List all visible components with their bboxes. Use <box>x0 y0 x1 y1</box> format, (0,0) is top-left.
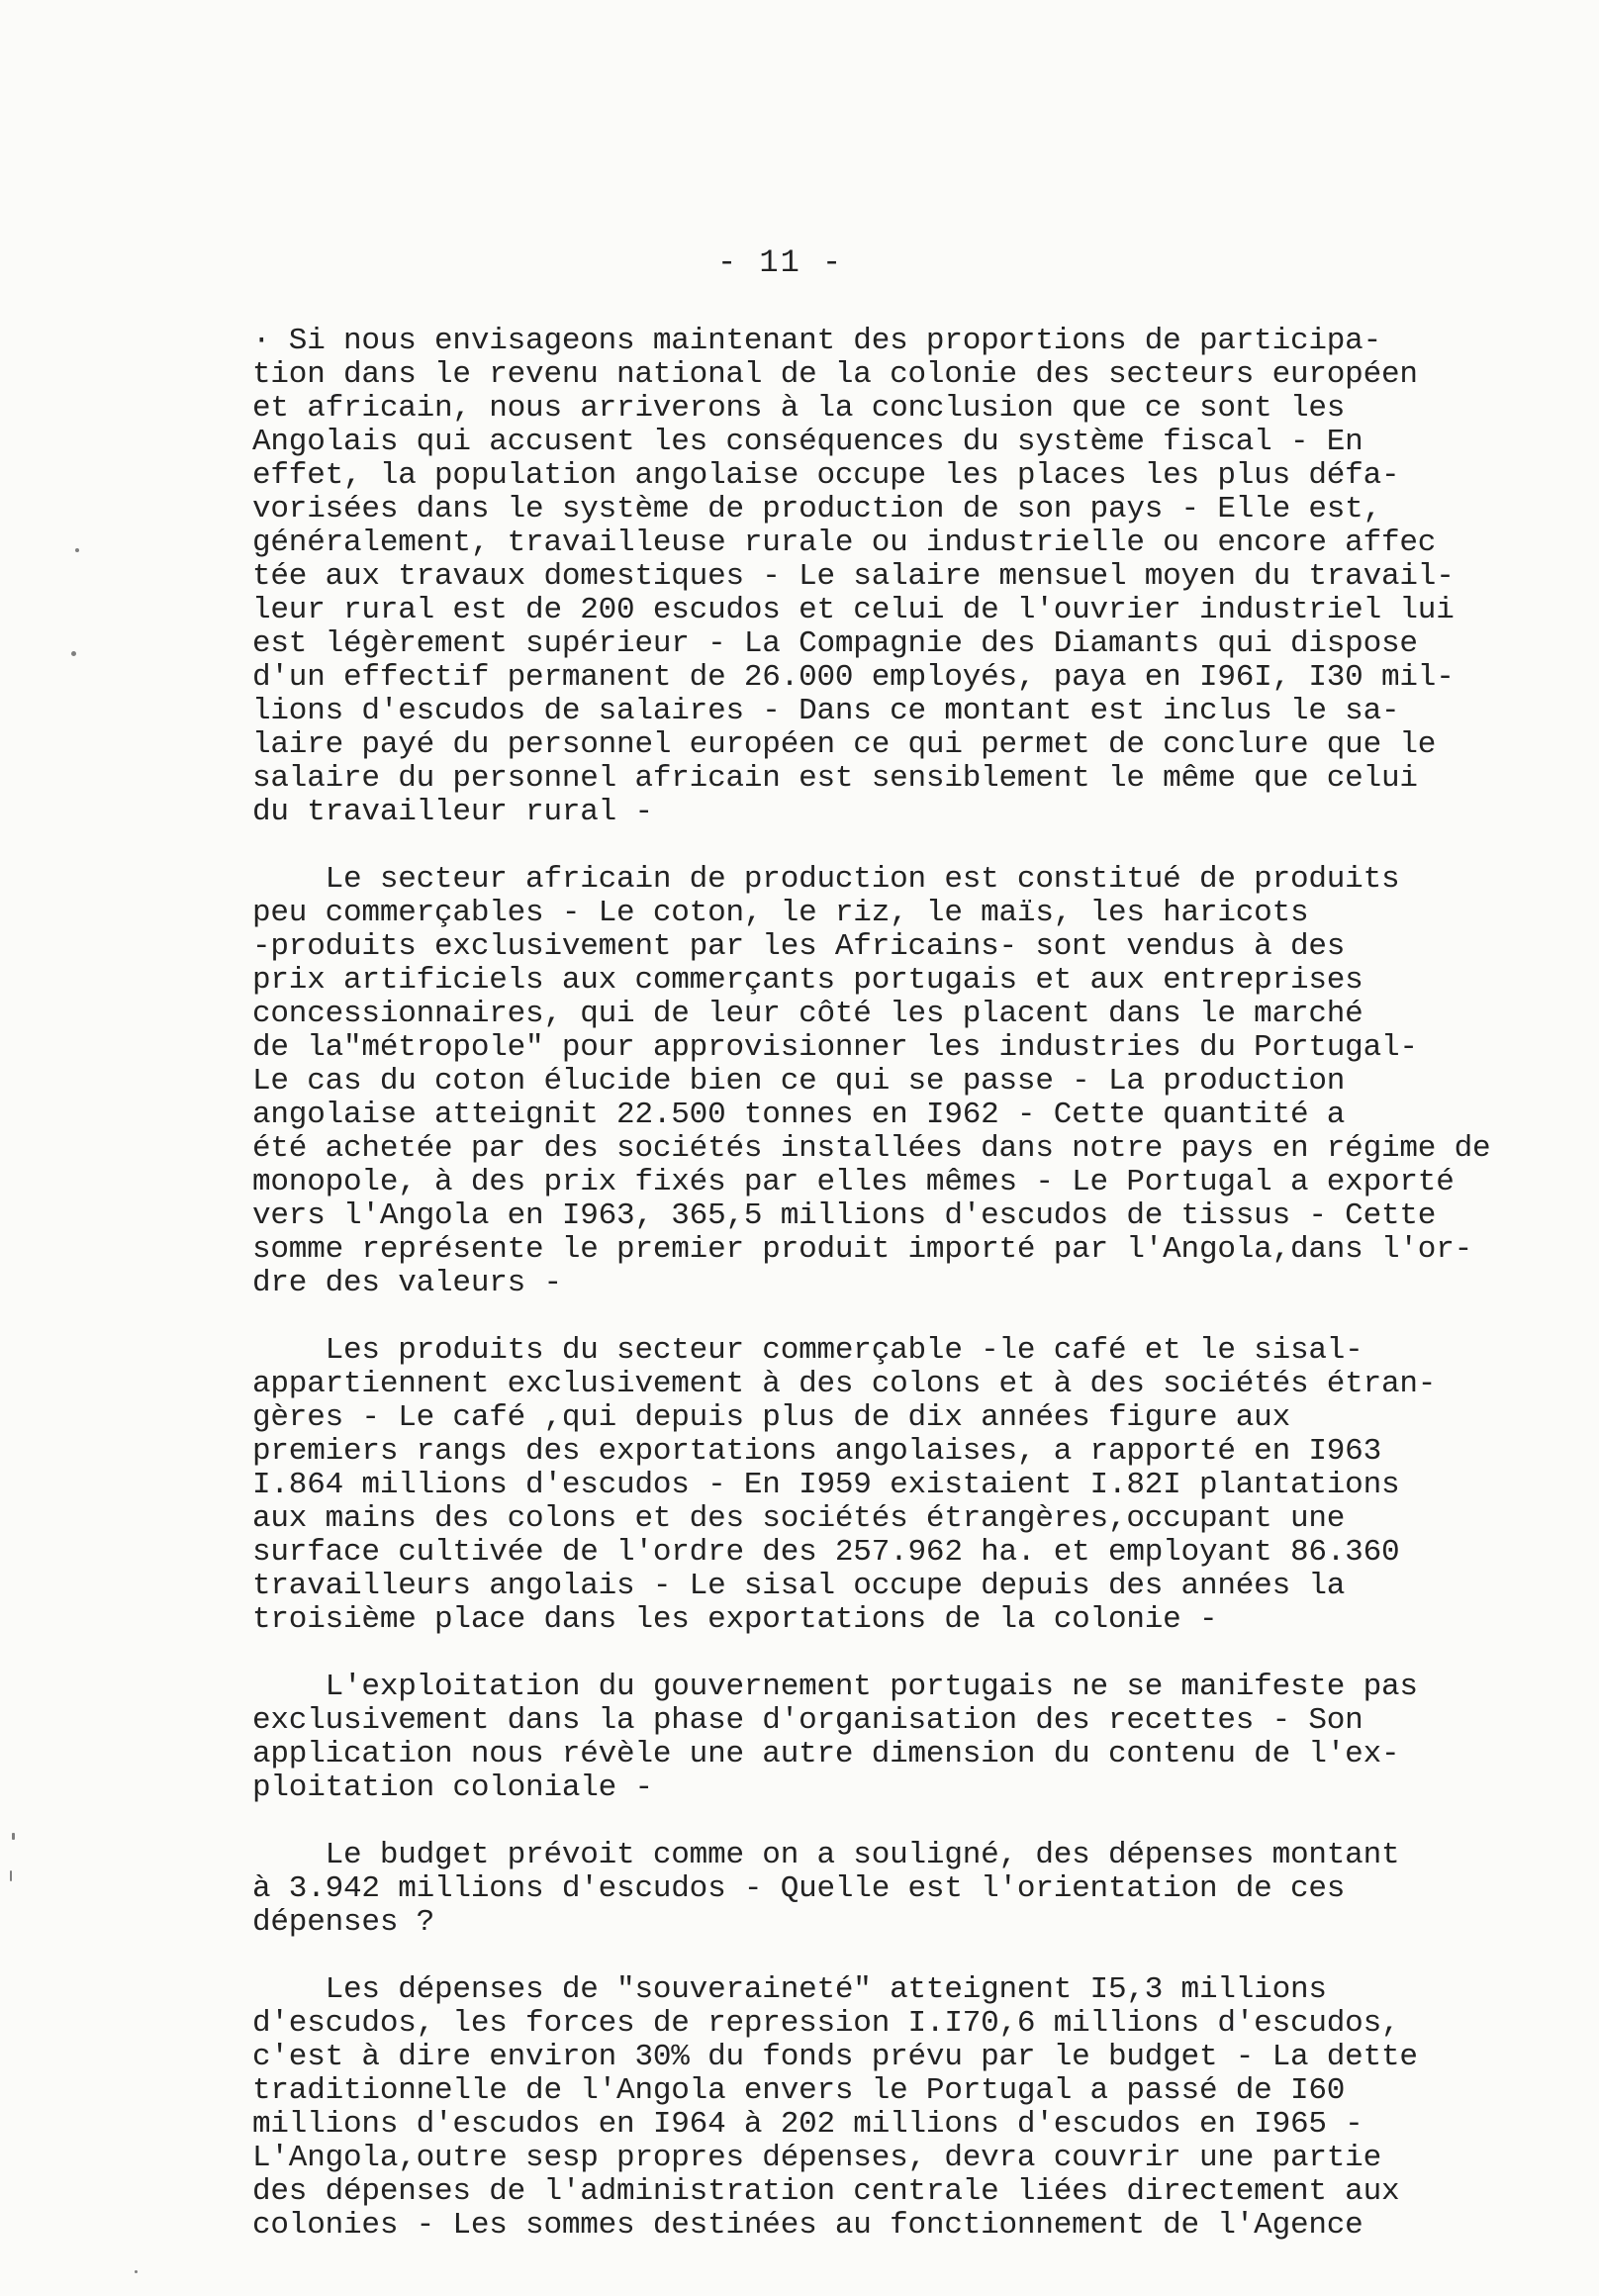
text-line: prix artificiels aux commerçants portugais et aux entreprises <box>252 963 1364 998</box>
text-line: Les dépenses de "souveraineté" atteignent I5,3 millions <box>252 1972 1327 2007</box>
text-line: L'Angola,outre sesp propres dépenses, devra couvrir une partie <box>252 2141 1381 2175</box>
text-line: exclusivement dans la phase d'organisation des recettes - Son <box>252 1703 1364 1738</box>
text-line: aux mains des colons et des sociétés étrangères,occupant une <box>252 1501 1346 1536</box>
text-line: de la"métropole" pour approvisionner les industries du Portugal- <box>252 1030 1418 1065</box>
text-line: à 3.942 millions d'escudos - Quelle est l'orientation de ces <box>252 1871 1346 1906</box>
text-line: troisième place dans les exportations de la colonie - <box>252 1602 1218 1637</box>
text-line: Le budget prévoit comme on a souligné, des dépenses montant <box>252 1838 1400 1872</box>
text-line: d'un effectif permanent de 26.000 employés, paya en I96I, I30 mil- <box>252 660 1455 695</box>
text-line: -produits exclusivement par les Africains- sont vendus à des <box>252 929 1346 964</box>
text-line: effet, la population angolaise occupe les places les plus défa- <box>252 458 1400 493</box>
text-line: est légèrement supérieur - La Compagnie des Diamants qui dispose <box>252 626 1418 661</box>
text-line: dre des valeurs - <box>252 1266 562 1300</box>
paragraph-sovereignty-expenses <box>252 1973 1558 2243</box>
text-line: et africain, nous arriverons à la conclusion que ce sont les <box>252 391 1346 426</box>
scan-speck <box>135 2270 138 2273</box>
scan-speck <box>12 1833 15 1840</box>
scan-speck <box>71 651 76 656</box>
text-line: peu commerçables - Le coton, le riz, le maïs, les haricots <box>252 896 1309 930</box>
text-line: traditionnelle de l'Angola envers le Portugal a passé de I60 <box>252 2073 1346 2108</box>
text-line: d'escudos, les forces de repression I.I70,6 millions d'escudos, <box>252 2006 1400 2041</box>
text-line: L'exploitation du gouvernement portugais ne se manifeste pas <box>252 1670 1418 1704</box>
text-line: millions d'escudos en I964 à 202 millions d'escudos en I965 - <box>252 2107 1364 2142</box>
text-line: Angolais qui accusent les conséquences du système fiscal - En <box>252 425 1364 459</box>
text-line: été achetée par des sociétés installées dans notre pays en régime de <box>252 1131 1491 1166</box>
page-number: - 11 - <box>717 244 844 281</box>
text-line: application nous révèle une autre dimension du contenu de l'ex- <box>252 1737 1400 1771</box>
text-line: concessionnaires, qui de leur côté les placent dans le marché <box>252 997 1364 1031</box>
text-line: monopole, à des prix fixés par elles mêmes - Le Portugal a exporté <box>252 1165 1455 1199</box>
text-line: généralement, travailleuse rurale ou industrielle ou encore affec <box>252 526 1437 560</box>
text-line: laire payé du personnel européen ce qui permet de conclure que le <box>252 727 1437 762</box>
body-text <box>252 325 1558 2276</box>
text-line: ploitation coloniale - <box>252 1770 653 1805</box>
paragraph-exploitation <box>252 1671 1558 1805</box>
text-line: leur rural est de 200 escudos et celui de l'ouvrier industriel lui <box>252 593 1455 627</box>
text-line: surface cultivée de l'ordre des 257.962 ha. et employant 86.360 <box>252 1535 1400 1570</box>
text-line: I.864 millions d'escudos - En I959 existaient I.82I plantations <box>252 1468 1400 1502</box>
paragraph-african-sector <box>252 863 1558 1300</box>
text-line: dépenses ? <box>252 1905 435 1940</box>
text-line: vers l'Angola en I963, 365,5 millions d'escudos de tissus - Cette <box>252 1198 1437 1233</box>
text-line: Le cas du coton élucide bien ce qui se passe - La production <box>252 1064 1346 1099</box>
text-line: colonies - Les sommes destinées au fonctionnement de l'Agence <box>252 2208 1364 2243</box>
text-line: angolaise atteignit 22.500 tonnes en I962 - Cette quantité a <box>252 1098 1346 1132</box>
text-line: tion dans le revenu national de la colonie des secteurs européen <box>252 357 1418 392</box>
text-line: premiers rangs des exportations angolaises, a rapporté en I963 <box>252 1434 1381 1469</box>
paragraph-budget <box>252 1839 1558 1940</box>
text-line: appartiennent exclusivement à des colons et à des sociétés étran- <box>252 1367 1437 1401</box>
text-line: vorisées dans le système de production de son pays - Elle est, <box>252 492 1381 526</box>
scan-speck <box>75 548 79 552</box>
scan-speck <box>10 1870 12 1881</box>
paragraph-revenue-participation <box>252 325 1558 829</box>
paragraph-commercial-sector <box>252 1334 1558 1637</box>
text-line: travailleurs angolais - Le sisal occupe depuis des années la <box>252 1569 1346 1603</box>
text-line: lions d'escudos de salaires - Dans ce montant est inclus le sa- <box>252 694 1400 728</box>
text-line: · Si nous envisageons maintenant des proportions de participa- <box>252 324 1381 358</box>
text-line: somme représente le premier produit importé par l'Angola,dans l'or- <box>252 1232 1473 1267</box>
text-line: tée aux travaux domestiques - Le salaire mensuel moyen du travail- <box>252 559 1455 594</box>
text-line: salaire du personnel africain est sensiblement le même que celui <box>252 761 1418 796</box>
text-line: gères - Le café ,qui depuis plus de dix années figure aux <box>252 1400 1290 1435</box>
text-line: c'est à dire environ 30% du fonds prévu par le budget - La dette <box>252 2040 1418 2074</box>
text-line: du travailleur rural - <box>252 795 653 829</box>
text-line: des dépenses de l'administration centrale liées directement aux <box>252 2174 1400 2209</box>
text-line: Les produits du secteur commerçable -le café et le sisal- <box>252 1333 1364 1368</box>
text-line: Le secteur africain de production est constitué de produits <box>252 862 1400 897</box>
